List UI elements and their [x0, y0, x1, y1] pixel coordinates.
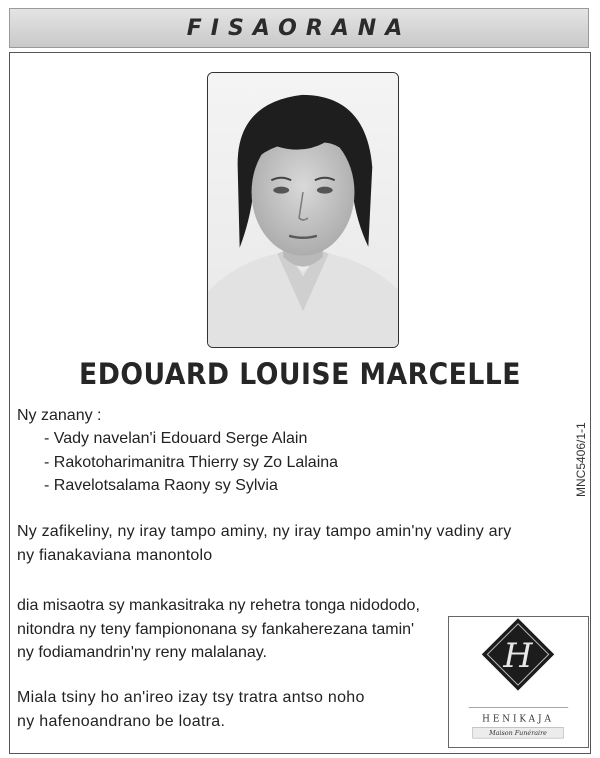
paragraph-line: ny fodiamandrin'ny reny malalanay. [17, 644, 267, 661]
family-member: - Ravelotsalama Raony sy Sylvia [44, 477, 278, 494]
header-title: FISAORANA [186, 15, 412, 41]
logo-tagline: Maison Funéraire [489, 729, 547, 738]
henikaja-logo-icon [449, 617, 588, 747]
funeral-home-logo [448, 616, 589, 748]
paragraph-line: Miala tsiny ho an'ireo izay tsy tratra antso noho [17, 689, 365, 706]
paragraph-line: Ny zafikeliny, ny iray tampo aminy, ny iray tampo amin'ny vadiny ary [17, 523, 512, 540]
paragraph-apology [17, 686, 365, 734]
portrait-image [208, 73, 398, 347]
paragraph-thanks [17, 594, 420, 665]
logo-monogram: H [503, 636, 533, 676]
header-banner [9, 8, 589, 48]
deceased-name: EDOUARD LOUISE MARCELLE [79, 357, 521, 391]
paragraph-line: ny fianakaviana manontolo [17, 547, 213, 564]
reference-code: MNC5406/1-1 [574, 422, 588, 497]
logo-brand: HENIKAJA [482, 714, 554, 725]
family-member: - Vady navelan'i Edouard Serge Alain [44, 430, 308, 447]
family-intro: Ny zanany : [17, 407, 102, 424]
paragraph-line: dia misaotra sy mankasitraka ny rehetra tonga nidododo, [17, 597, 420, 614]
family-list [44, 427, 338, 498]
portrait-photo [207, 72, 399, 348]
family-member: - Rakotoharimanitra Thierry sy Zo Lalaina [44, 453, 339, 471]
paragraph-line: ny hafenoandrano be loatra. [17, 713, 226, 730]
paragraph-grandchildren [17, 520, 511, 568]
paragraph-line: nitondra ny teny fampiononana sy fankaherezana tamin' [17, 620, 415, 638]
